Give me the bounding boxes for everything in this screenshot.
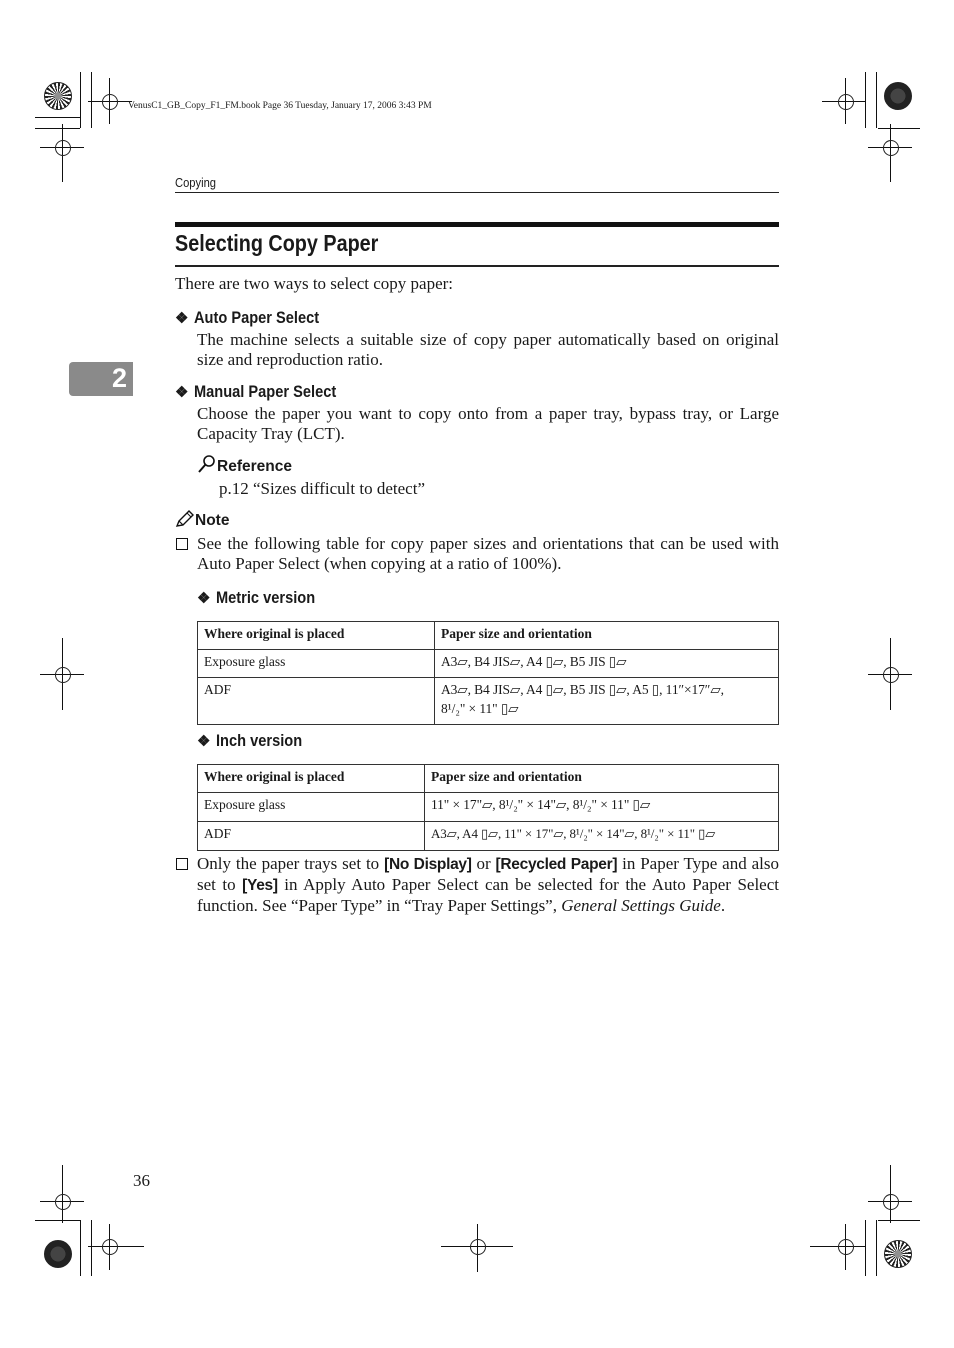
magnifier-icon	[197, 454, 217, 474]
page-title: Selecting Copy Paper	[175, 230, 379, 256]
inch-table	[197, 764, 779, 851]
title-rule-top	[175, 222, 779, 227]
reference-heading: Reference	[197, 454, 292, 476]
header-rule	[175, 192, 779, 193]
note-heading: Note	[175, 510, 229, 530]
table-cell: A3▱, B4 JIS▱, A4 ▯▱, B5 JIS ▯▱	[435, 650, 779, 678]
diamond-bullet-icon: ❖	[197, 591, 211, 607]
table-row	[198, 678, 779, 725]
note-item-1: See the following table for copy paper sizes and orientations that can be used with Auto Paper Select (when copying at a ratio of 100%).	[197, 534, 779, 573]
manual-select-heading: ❖ Manual Paper Select	[175, 382, 337, 401]
table-cell: A3▱, A4 ▯▱, 11" × 17"▱, 8¹/₂" × 14"▱, 8¹/₂" × 11" ▯▱	[425, 822, 779, 851]
table-row	[198, 822, 779, 851]
intro-text: There are two ways to select copy paper:	[175, 274, 454, 293]
table-row	[198, 793, 779, 822]
table-cell: ADF	[198, 822, 425, 851]
metric-table	[197, 621, 779, 725]
print-slug: VenusC1_GB_Copy_F1_FM.book Page 36 Tuesday, January 17, 2006 3:43 PM	[128, 101, 432, 111]
table-cell	[435, 678, 779, 725]
table-header-row	[198, 622, 779, 650]
table-header-cell: Where original is placed	[198, 765, 425, 793]
manual-title: General Settings Guide	[561, 895, 721, 915]
reference-text: p.12 “Sizes difficult to detect”	[219, 479, 425, 498]
table-cell: ADF	[198, 678, 435, 725]
table-cell: Exposure glass	[198, 793, 425, 822]
diamond-bullet-icon: ❖	[197, 734, 211, 750]
title-rule-bottom	[175, 265, 779, 267]
pencil-icon	[175, 510, 195, 528]
table-header-cell: Paper size and orientation	[435, 622, 779, 650]
running-header: Copying	[175, 175, 217, 190]
table-header-cell: Where original is placed	[198, 622, 435, 650]
table-cell: Exposure glass	[198, 650, 435, 678]
table-cell: 11" × 17"▱, 8¹/₂" × 14"▱, 8¹/₂" × 11" ▯▱	[425, 793, 779, 822]
chapter-tab: 2	[69, 362, 133, 396]
auto-select-text: The machine selects a suitable size of copy paper automatically based on original size and reproduction ratio.	[197, 330, 779, 369]
key-recycled-paper: [Recycled Paper]	[495, 856, 618, 873]
key-yes: [Yes]	[242, 876, 278, 894]
table-cell-line: 8¹/₂" × 11" ▯▱	[441, 701, 519, 716]
diamond-bullet-icon: ❖	[175, 385, 189, 401]
metric-heading: ❖ Metric version	[197, 588, 316, 607]
checkbox-bullet-icon	[176, 858, 188, 870]
key-no-display: [No Display]	[384, 856, 472, 873]
diamond-bullet-icon: ❖	[175, 311, 189, 327]
checkbox-bullet-icon	[176, 538, 188, 550]
table-row	[198, 650, 779, 678]
table-cell-line: A3▱, B4 JIS▱, A4 ▯▱, B5 JIS ▯▱, A5 ▯, 11″×17″▱,	[441, 682, 724, 697]
table-header-cell: Paper size and orientation	[425, 765, 779, 793]
page-number: 36	[133, 1171, 150, 1190]
table-header-row	[198, 765, 779, 793]
note-item-2: Only the paper trays set to [No Display] or [Recycled Paper] in Paper Type and also set to [Yes] in Apply Auto Paper Select can be selected for the Auto Paper Select function. See “Paper Type” in “Tray Paper Settings”, General Settings Guide.	[197, 854, 779, 915]
inch-heading: ❖ Inch version	[197, 731, 303, 750]
manual-select-text: Choose the paper you want to copy onto from a paper tray, bypass tray, or Large Capacity Tray (LCT).	[197, 404, 779, 443]
auto-select-heading: ❖ Auto Paper Select	[175, 308, 320, 327]
